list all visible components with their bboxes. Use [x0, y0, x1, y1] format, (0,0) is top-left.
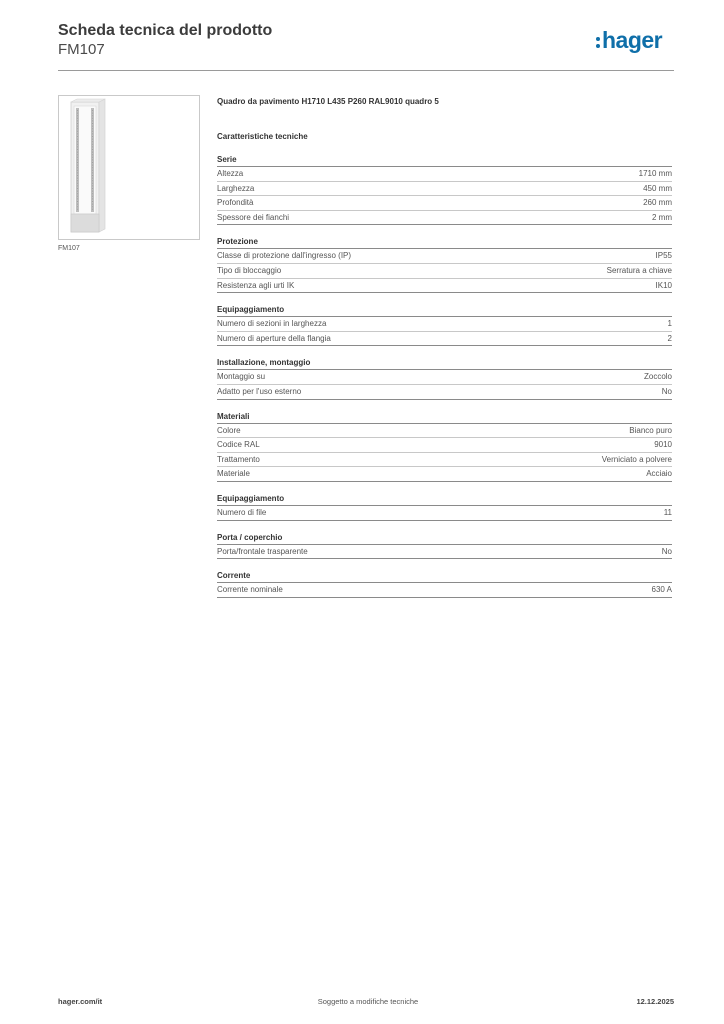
spec-label: Materiale	[217, 469, 250, 479]
spec-label: Spessore dei fianchi	[217, 212, 290, 222]
spec-value: 9010	[654, 440, 672, 450]
spec-value: IK10	[655, 280, 672, 290]
spec-row	[217, 467, 672, 482]
spec-row	[217, 583, 672, 598]
spec-label: Classe di protezione dall'ingresso (IP)	[217, 251, 352, 261]
section-title: Porta / coperchio	[217, 531, 672, 545]
spec-value: IP55	[655, 251, 672, 261]
spec-row	[217, 438, 672, 453]
spec-section	[217, 235, 672, 293]
spec-label: Tipo di bloccaggio	[217, 265, 282, 275]
spec-content	[217, 96, 672, 608]
spec-row	[217, 182, 672, 197]
spec-section	[217, 153, 672, 225]
spec-label: Trattamento	[217, 454, 260, 464]
spec-label: Porta/frontale trasparente	[217, 546, 308, 556]
logo-text: hager	[602, 27, 663, 53]
footer	[58, 997, 674, 1009]
image-caption: FM107	[58, 245, 80, 252]
hager-logo	[596, 27, 662, 53]
spec-section	[217, 569, 672, 598]
footer-date: 12.12.2025	[636, 997, 674, 1006]
header	[58, 22, 272, 59]
spec-sections	[217, 153, 672, 598]
spec-value: 1	[667, 319, 672, 329]
spec-label: Numero di aperture della flangia	[217, 333, 331, 343]
spec-section	[217, 410, 672, 482]
spec-label: Larghezza	[217, 183, 255, 193]
section-title: Serie	[217, 153, 672, 167]
spec-row	[217, 264, 672, 279]
spec-row	[217, 506, 672, 521]
product-code: FM107	[58, 41, 105, 58]
section-title: Protezione	[217, 235, 672, 249]
footer-notice: Soggetto a modifiche tecniche	[317, 997, 419, 1006]
logo-dots-icon	[596, 37, 600, 48]
spec-row	[217, 545, 672, 560]
spec-row	[217, 317, 672, 332]
spec-value: 260 mm	[643, 198, 672, 208]
spec-label: Profondità	[217, 198, 254, 208]
spec-label: Numero di file	[217, 507, 267, 517]
header-divider	[58, 70, 674, 71]
spec-row	[217, 332, 672, 347]
footer-website: hager.com/it	[58, 997, 103, 1006]
spec-section	[217, 356, 672, 399]
spec-section	[217, 303, 672, 346]
spec-value: 2	[667, 333, 672, 343]
product-description: Quadro da pavimento H1710 L435 P260 RAL9010 quadro 5	[217, 97, 439, 106]
spec-value: Serratura a chiave	[606, 265, 672, 275]
spec-value: No	[661, 546, 672, 556]
spec-value: 630 A	[651, 585, 672, 595]
section-title: Equipaggiamento	[217, 492, 672, 506]
spec-value: 2 mm	[652, 212, 672, 222]
spec-row	[217, 453, 672, 468]
page-title: Scheda tecnica del prodotto	[58, 22, 273, 39]
spec-row	[217, 167, 672, 182]
spec-row	[217, 370, 672, 385]
spec-value: 450 mm	[643, 183, 672, 193]
spec-row	[217, 211, 672, 226]
spec-label: Codice RAL	[217, 440, 260, 450]
spec-label: Altezza	[217, 169, 244, 178]
section-title: Corrente	[217, 569, 672, 583]
spec-label: Numero di sezioni in larghezza	[217, 319, 327, 329]
section-title: Equipaggiamento	[217, 303, 672, 317]
spec-row	[217, 249, 672, 264]
spec-label: Adatto per l'uso esterno	[217, 386, 302, 396]
spec-value: No	[661, 386, 672, 396]
tech-heading: Caratteristiche tecniche	[217, 132, 308, 141]
section-title: Installazione, montaggio	[217, 356, 672, 370]
spec-value: 1710 mm	[638, 169, 672, 178]
floor-cabinet-image	[58, 95, 200, 240]
spec-value: 11	[663, 507, 672, 517]
spec-value: Verniciato a polvere	[601, 454, 672, 464]
spec-value: Zoccolo	[643, 372, 672, 382]
section-title: Materiali	[217, 410, 672, 424]
spec-label: Montaggio su	[217, 372, 266, 382]
spec-row	[217, 196, 672, 211]
spec-label: Corrente nominale	[217, 585, 283, 595]
spec-row	[217, 385, 672, 400]
spec-label: Resistenza agli urti IK	[217, 280, 295, 290]
spec-row	[217, 424, 672, 439]
spec-section	[217, 492, 672, 521]
spec-value: Bianco puro	[629, 425, 672, 435]
spec-value: Acciaio	[646, 469, 672, 479]
spec-label: Colore	[217, 425, 241, 435]
spec-section	[217, 531, 672, 560]
spec-row	[217, 279, 672, 294]
